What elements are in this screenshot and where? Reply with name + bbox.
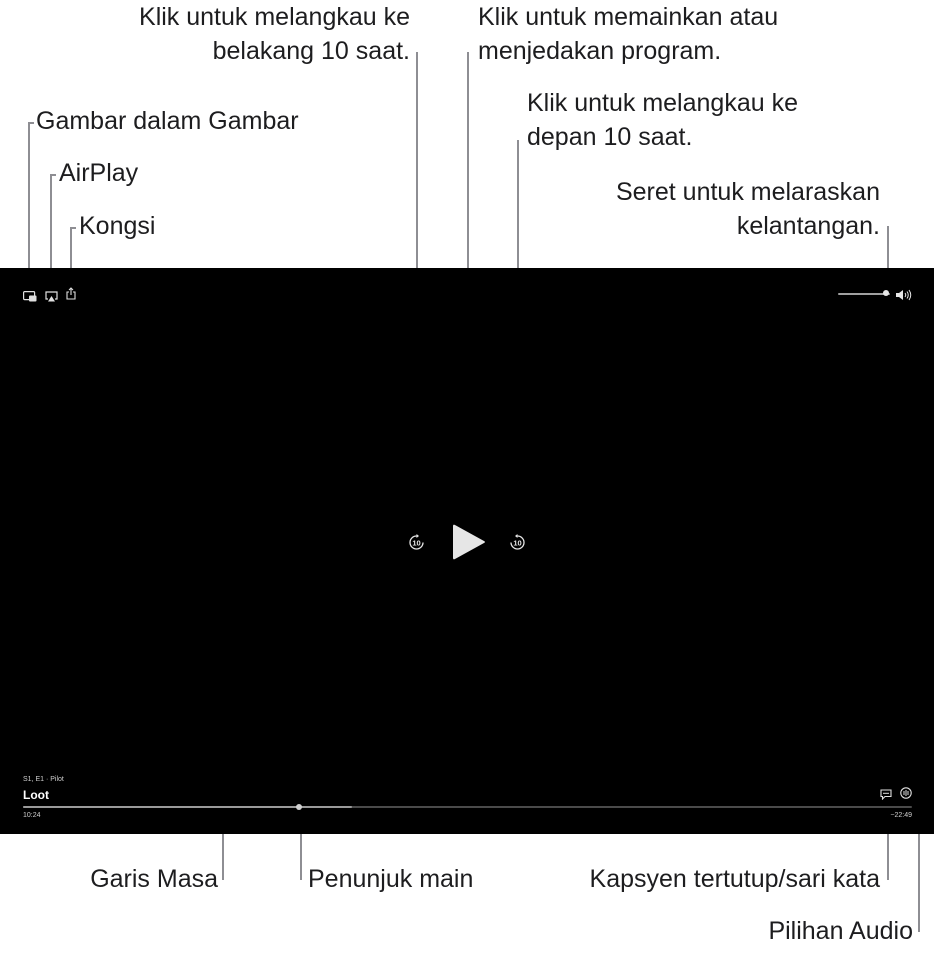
- callout-skip-forward: [527, 86, 798, 154]
- program-title: Loot: [23, 788, 49, 802]
- callout-volume: [530, 175, 880, 243]
- skip-forward-10-icon[interactable]: [509, 534, 526, 551]
- callout-skip-back: [60, 0, 410, 68]
- callout-skip-back-line1: Klik untuk melangkau ke: [139, 3, 410, 31]
- skip-back-10-icon[interactable]: [408, 534, 425, 551]
- leader-pip: [28, 122, 30, 287]
- airplay-icon[interactable]: [45, 289, 58, 300]
- playhead[interactable]: [296, 804, 302, 810]
- callout-skip-back-line2: belakang 10 saat.: [212, 37, 410, 65]
- callout-play: [478, 0, 778, 68]
- timeline-progress: [23, 806, 352, 808]
- audio-options-icon[interactable]: [900, 786, 912, 798]
- callout-airplay: AirPlay: [59, 159, 139, 187]
- play-icon[interactable]: [452, 523, 486, 561]
- callout-playhead: Penunjuk main: [308, 865, 474, 893]
- callout-share: Kongsi: [79, 212, 156, 240]
- leader-pip-hook: [28, 122, 34, 124]
- skip-forward-seconds: 10: [513, 538, 522, 548]
- callout-skip-forward-line2: depan 10 saat.: [527, 123, 693, 151]
- callout-skip-forward-line1: Klik untuk melangkau ke: [527, 89, 798, 117]
- share-icon[interactable]: [66, 287, 76, 300]
- episode-label: S1, E1 · Pilot: [23, 776, 64, 783]
- remaining-time: −22:49: [890, 812, 912, 819]
- callout-volume-line1: Seret untuk melaraskan: [615, 178, 880, 206]
- callout-pip: Gambar dalam Gambar: [36, 107, 299, 135]
- callout-play-line1: Klik untuk memainkan atau: [478, 3, 779, 31]
- callout-timeline: Garis Masa: [90, 865, 218, 893]
- callout-volume-line2: kelantangan.: [736, 212, 880, 240]
- captions-icon[interactable]: [880, 787, 892, 798]
- video-player[interactable]: [0, 268, 934, 834]
- leader-airplay-hook: [50, 174, 56, 176]
- leader-share-hook: [70, 227, 76, 229]
- callout-captions: Kapsyen tertutup/sari kata: [589, 865, 880, 893]
- skip-back-seconds: 10: [412, 538, 421, 548]
- elapsed-time: 10:24: [23, 812, 41, 819]
- speaker-icon[interactable]: [896, 288, 912, 300]
- callout-audio-options: Pilihan Audio: [768, 917, 913, 945]
- callout-play-line2: menjedakan program.: [478, 37, 722, 65]
- volume-knob[interactable]: [883, 290, 889, 296]
- picture-in-picture-icon[interactable]: [23, 289, 37, 300]
